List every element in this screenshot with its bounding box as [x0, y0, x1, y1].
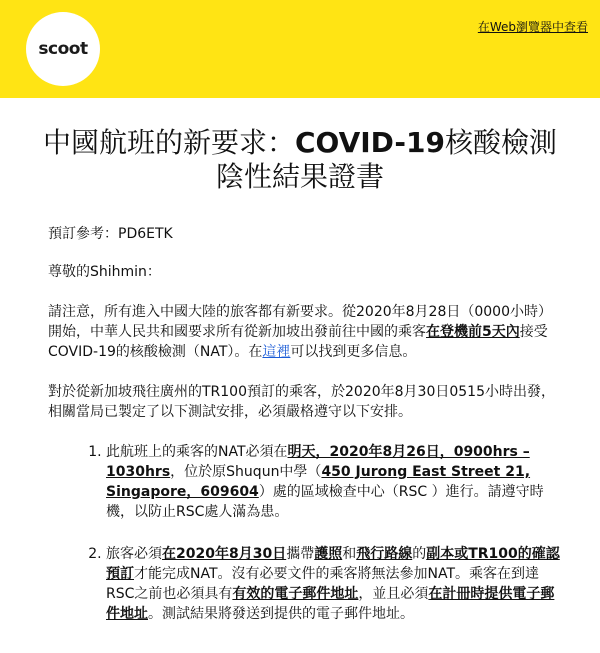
booking-reference [48, 224, 560, 244]
view-in-browser-link[interactable]: 在Web瀏覽器中查看 [477, 20, 588, 34]
item-text: 。測試結果將發送到提供的電子郵件地址。 [148, 606, 414, 622]
flight-notice: 對於從新加坡飛往廣州的TR100預訂的乘客，於2020年8月30日0515小時出發，相關當局已製定了以下測試安排，必須嚴格遵守以下安排。 [48, 384, 555, 420]
title-bold: COVID-19 [294, 126, 446, 159]
item-text: 才能完成NAT。沒有必要文件的乘客將無法參加NAT。乘客在到達RSC之前也必須具有 [106, 566, 540, 602]
list-item [106, 544, 560, 624]
item-text: 和 [342, 546, 357, 562]
item-emphasis: 飛行路線 [356, 546, 413, 562]
title-prefix: 中國航班的新要求： [42, 126, 295, 159]
booking-code: PD6ETK [118, 226, 173, 242]
notice-text-2: 接受COVID-19的核酸檢測（NAT）。在 [48, 324, 548, 360]
notice-text-1: 請注意，所有進入中國大陸的旅客都有新要求。從2020年8月28日（0000小時）開始，中華人民共和國要求所有從新加坡出發前往中國的乘客 [48, 304, 552, 340]
item-emphasis: 明天，2020年8月26日，0900hrs – 1030hrs [106, 444, 530, 480]
item-emphasis: 有效的電子郵件地址 [232, 586, 359, 602]
item-emphasis: 在計冊時提供電子郵件地址 [106, 586, 555, 622]
list-item [106, 442, 560, 522]
item-emphasis: 在2020年8月30日 [162, 546, 287, 562]
more-info-link[interactable]: 這裡 [262, 344, 291, 360]
item-emphasis: 副本或TR100的確認預訂 [106, 546, 560, 582]
email-header [0, 0, 600, 98]
notice-paragraph [48, 302, 560, 362]
item-text: 此航班上的乘客的NAT必須在 [106, 444, 288, 460]
logo-text: scoot [38, 39, 88, 59]
title-suffix: 核酸檢測陰性結果證書 [215, 126, 558, 193]
item-text: ）處的區域檢查中心（RSC ）進行。請遵守時機，以防止RSC處人滿為患。 [106, 484, 544, 520]
email-body [0, 224, 600, 624]
item-text: 旅客必須 [106, 546, 162, 562]
greeting: 尊敬的Shihmin： [48, 264, 161, 280]
item-text: 攜帶 [286, 546, 315, 562]
item-emphasis: 450 Jurong East Street 21, Singapore，609604 [106, 464, 531, 500]
item-text: 的 [412, 546, 427, 562]
item-text: ，位於原Shuqun中學（ [170, 464, 322, 480]
page-title [40, 126, 560, 194]
item-emphasis: 護照 [314, 546, 343, 562]
notice-text-3: 可以找到更多信息。 [290, 344, 417, 360]
booking-label: 預訂參考： [48, 226, 118, 242]
item-text: ，並且必須 [358, 586, 429, 602]
scoot-logo[interactable] [26, 12, 100, 86]
notice-emphasis: 在登機前5天內 [426, 324, 520, 340]
arrangement-list [48, 442, 560, 624]
